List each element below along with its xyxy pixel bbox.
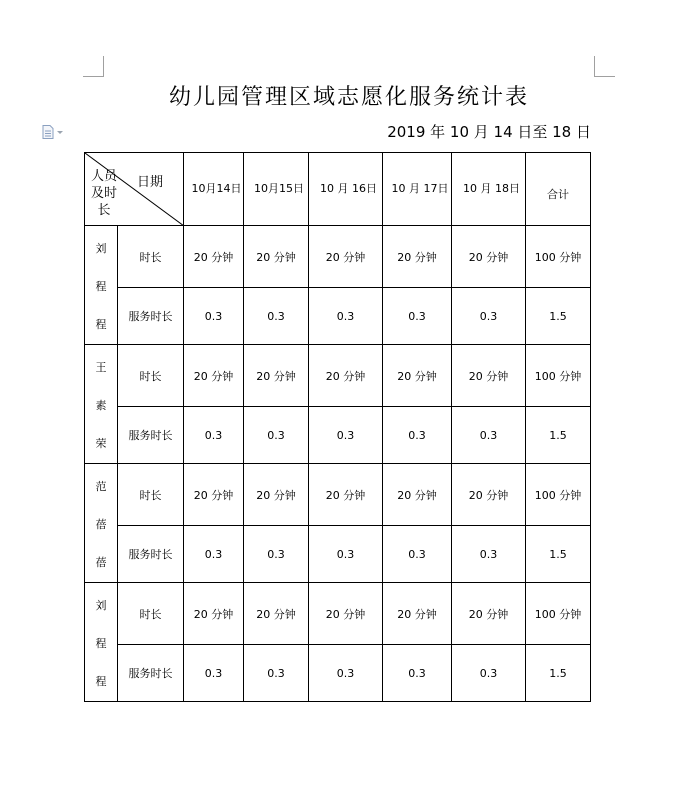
duration-total-cell: 100 分钟 [526, 345, 591, 407]
service-cell: 0.3 [309, 407, 383, 464]
service-total-cell: 1.5 [526, 526, 591, 583]
date-header: 10 月 16日 [309, 153, 383, 226]
service-cell: 0.3 [309, 288, 383, 345]
person-name-char: 素 [95, 399, 107, 412]
statistics-table [84, 152, 591, 702]
service-cell: 0.3 [452, 645, 526, 702]
duration-cell: 20 分钟 [452, 226, 526, 288]
service-cell: 0.3 [383, 645, 452, 702]
service-row [85, 645, 591, 702]
duration-cell: 20 分钟 [383, 345, 452, 407]
duration-cell: 20 分钟 [309, 226, 383, 288]
duration-cell: 20 分钟 [244, 345, 309, 407]
duration-row [85, 226, 591, 288]
duration-total-cell: 100 分钟 [526, 583, 591, 645]
person-name-cell [85, 345, 118, 464]
total-header: 合计 [526, 153, 591, 226]
service-row [85, 407, 591, 464]
person-name-char: 蓓 [95, 518, 107, 531]
person-name-char: 蓓 [95, 556, 107, 569]
service-cell: 0.3 [452, 407, 526, 464]
duration-row [85, 583, 591, 645]
duration-cell: 20 分钟 [184, 583, 244, 645]
date-header-label: 日期 [136, 175, 163, 190]
service-cell: 0.3 [244, 288, 309, 345]
service-cell: 0.3 [309, 526, 383, 583]
service-cell: 0.3 [383, 407, 452, 464]
date-header: 10月14日 [184, 153, 244, 226]
service-cell: 0.3 [244, 645, 309, 702]
service-label: 服务时长 [118, 288, 184, 345]
person-name-cell [85, 226, 118, 345]
duration-cell: 20 分钟 [383, 226, 452, 288]
duration-cell: 20 分钟 [452, 464, 526, 526]
service-cell: 0.3 [184, 288, 244, 345]
duration-cell: 20 分钟 [244, 226, 309, 288]
service-label: 服务时长 [118, 526, 184, 583]
person-name-char: 荣 [95, 437, 107, 450]
date-header: 10 月 17日 [383, 153, 452, 226]
duration-row [85, 345, 591, 407]
person-name-char: 程 [95, 675, 107, 688]
person-duration-header-label: 人员及时长 [90, 169, 117, 218]
duration-cell: 20 分钟 [184, 226, 244, 288]
duration-cell: 20 分钟 [383, 583, 452, 645]
person-name-cell [85, 583, 118, 702]
person-name-char: 刘 [95, 242, 107, 255]
service-cell: 0.3 [184, 645, 244, 702]
page-corner-top-right [594, 56, 615, 77]
duration-label: 时长 [118, 226, 184, 288]
service-cell: 0.3 [383, 526, 452, 583]
service-cell: 0.3 [184, 526, 244, 583]
duration-cell: 20 分钟 [452, 583, 526, 645]
person-name-cell [85, 464, 118, 583]
service-label: 服务时长 [118, 407, 184, 464]
service-total-cell: 1.5 [526, 288, 591, 345]
service-cell: 0.3 [452, 288, 526, 345]
person-name-char: 程 [95, 318, 107, 331]
duration-cell: 20 分钟 [244, 464, 309, 526]
duration-cell: 20 分钟 [452, 345, 526, 407]
service-cell: 0.3 [383, 288, 452, 345]
duration-cell: 20 分钟 [309, 583, 383, 645]
duration-cell: 20 分钟 [383, 464, 452, 526]
service-cell: 0.3 [452, 526, 526, 583]
document-title: 幼儿园管理区域志愿化服务统计表 [168, 85, 529, 110]
service-cell: 0.3 [244, 526, 309, 583]
duration-cell: 20 分钟 [309, 345, 383, 407]
date-range: 2019 年 10 月 14 日至 18 日 [387, 123, 591, 141]
service-row [85, 288, 591, 345]
person-name-char: 王 [95, 361, 107, 374]
person-name-char: 刘 [95, 599, 107, 612]
service-total-cell: 1.5 [526, 407, 591, 464]
duration-cell: 20 分钟 [244, 583, 309, 645]
service-cell: 0.3 [184, 407, 244, 464]
duration-cell: 20 分钟 [184, 345, 244, 407]
duration-label: 时长 [118, 464, 184, 526]
document-icon[interactable] [42, 124, 64, 138]
date-header: 10月15日 [244, 153, 309, 226]
header-row [85, 153, 591, 226]
diagonal-header-cell [85, 153, 184, 226]
person-name-char: 程 [95, 280, 107, 293]
person-name-char: 范 [95, 480, 107, 493]
service-cell: 0.3 [309, 645, 383, 702]
duration-total-cell: 100 分钟 [526, 464, 591, 526]
date-header: 10 月 18日 [452, 153, 526, 226]
service-cell: 0.3 [244, 407, 309, 464]
duration-label: 时长 [118, 583, 184, 645]
service-label: 服务时长 [118, 645, 184, 702]
page-corner-top-left [83, 56, 104, 77]
duration-total-cell: 100 分钟 [526, 226, 591, 288]
service-row [85, 526, 591, 583]
duration-cell: 20 分钟 [309, 464, 383, 526]
duration-row [85, 464, 591, 526]
service-total-cell: 1.5 [526, 645, 591, 702]
person-name-char: 程 [95, 637, 107, 650]
duration-label: 时长 [118, 345, 184, 407]
duration-cell: 20 分钟 [184, 464, 244, 526]
